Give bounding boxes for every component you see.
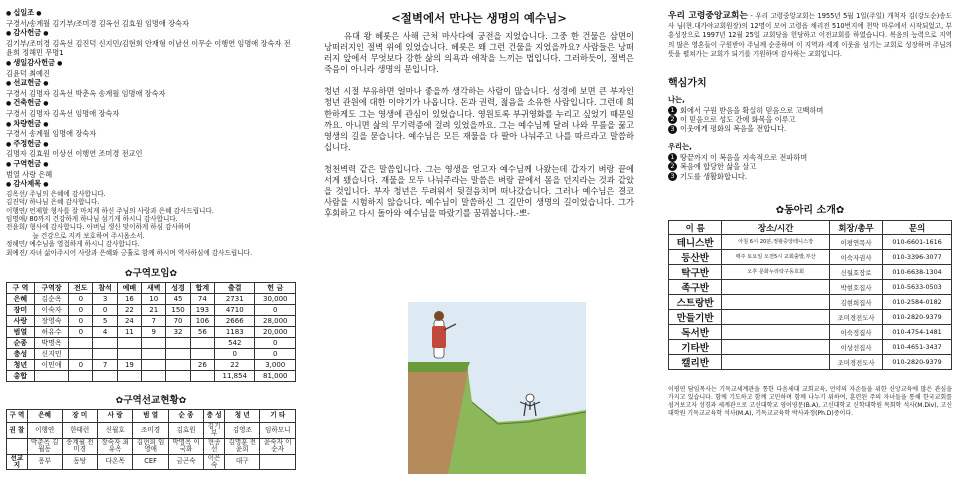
group-table xyxy=(6,282,296,382)
table-header-cell: 구역장 xyxy=(34,282,68,293)
thanks-line: 늘 건강으로 지켜 보호하여 주시옵소서. xyxy=(6,231,145,240)
table-cell xyxy=(190,370,214,381)
core-value-item xyxy=(668,124,952,133)
offering-names: 김기부/조미경 김옥선 김진덕 신지민/김현희 안재형 이남선 이무순 이행연 임명애 장숙자 전윤희 정해민 무명1 xyxy=(6,38,291,58)
table-cell xyxy=(142,348,166,359)
club-cell: 매주 토요일 오전5시 교회출발,부산 xyxy=(722,250,830,265)
table-header-cell: 장 미 xyxy=(62,409,97,422)
table-cell xyxy=(142,370,166,381)
flower-icon: ✿ xyxy=(169,268,178,279)
table-cell: 4710 xyxy=(215,304,255,315)
club-row xyxy=(669,265,952,280)
table-cell: 22 xyxy=(215,359,255,370)
club-cell: 이평연목사 xyxy=(829,235,882,250)
mission-section-title xyxy=(6,392,296,406)
table-row xyxy=(7,359,296,370)
club-cell: 김현희집사 xyxy=(829,295,882,310)
club-header-cell: 장소/시간 xyxy=(722,220,830,234)
table-header-cell: 출결 xyxy=(215,282,255,293)
core-group2-list xyxy=(668,153,952,181)
core-value-text: 이웃에게 평화의 복음을 전합니다. xyxy=(680,124,787,134)
offering-names: 김명자 김효원 이상선 이행연 조미경 전교인 xyxy=(6,149,143,159)
left-column xyxy=(0,0,300,481)
core-value-text: 이 믿음으로 성도 간에 화목을 이루고 xyxy=(680,114,796,124)
core-value-text: 땅끝까지 이 복음을 지속적으로 전파하며 xyxy=(680,152,808,162)
table-cell: 16 xyxy=(117,293,141,304)
table-cell: 3 xyxy=(93,293,117,304)
club-row xyxy=(669,340,952,355)
club-name: 테니스반 xyxy=(669,235,722,250)
core-value-item xyxy=(668,115,952,124)
table-row xyxy=(7,438,296,454)
table-cell xyxy=(34,370,68,381)
offering-names: 범열 사랑 은혜 xyxy=(6,169,53,179)
table-cell: 박명옥 이국화 xyxy=(168,438,203,454)
core-value-item xyxy=(668,106,952,115)
table-cell xyxy=(69,348,93,359)
table-cell: 장숙자 최유옥 xyxy=(97,438,132,454)
table-cell: 총합 xyxy=(7,370,35,381)
table-header-cell: 합계 xyxy=(190,282,214,293)
table-row xyxy=(7,315,296,326)
club-row xyxy=(669,325,952,340)
article-paragraph: 청년 시절 부유하면 얼마나 좋을까 생각하는 사람이 많습니다. 성경에 보면 큰 부자인 청년 관원에 대한 이야기가 나옵니다. 돈과 권력, 젊음을 소유한 사람입니다. 그런데 희한하게도 그는 영생에 관심이 있었습니다. 영원토록 부귀영화를 누리고 싶었기 때문일까요. 아니면 삶의 무기력증에 걸려 있었을까요. 그는 예수님께 달려 나와 무릎을 꿇고 영생의 길을 묻습니다. 예수님은 모든 재물을 다 팔아 나눠주고 나를 따르라고 말씀하십니다. xyxy=(324,86,634,152)
table-cell: 193 xyxy=(190,304,214,315)
club-cell xyxy=(722,355,830,370)
church-name: 우리 고령중앙교회는 xyxy=(668,11,748,21)
club-cell: 010-6601-1616 xyxy=(883,235,952,250)
table-cell: 2731 xyxy=(215,293,255,304)
table-cell: 0 xyxy=(69,304,93,315)
core-value-text: 기도를 생활화합니다. xyxy=(680,171,748,181)
table-cell: 22 xyxy=(117,304,141,315)
core-values-title: 핵심가치 xyxy=(668,77,707,89)
table-cell: 2666 xyxy=(215,315,255,326)
table-cell: 26 xyxy=(190,359,214,370)
table-header-cell: 예배 xyxy=(117,282,141,293)
table-cell xyxy=(142,359,166,370)
table-cell: 김명훈 전윤희 xyxy=(225,438,260,454)
thanks-line: 전윤희/ 형사에 감사합니다. 아버님 생신 맞이하게 하심 감사하며 xyxy=(6,223,191,232)
core-value-item xyxy=(668,172,952,181)
table-cell xyxy=(260,454,296,470)
offering-names: 구경서 김명자 김옥선 임명애 장숙자 xyxy=(6,108,120,118)
clubs-table xyxy=(668,220,952,370)
offering-heading: ● 구역헌금 ● xyxy=(6,159,296,170)
table-cell: 이숙자 xyxy=(34,304,68,315)
number-badge-icon: 3 xyxy=(668,172,677,181)
core-group2-label: 우리는, xyxy=(668,141,692,151)
table-cell: 11,854 xyxy=(215,370,255,381)
table-header-cell: 성경 xyxy=(166,282,190,293)
table-cell: 이민애 xyxy=(34,359,68,370)
club-cell: 010-4754-1481 xyxy=(883,325,952,340)
offering-heading: ● 감사헌금 ● xyxy=(6,28,296,39)
core-group1-list xyxy=(668,106,952,134)
club-cell: 이상선집사 xyxy=(829,340,882,355)
table-header-cell: 순 종 xyxy=(168,409,203,422)
offering-names: 김윤덕 최예진 xyxy=(6,68,50,78)
offering-heading: ● 차량헌금 ● xyxy=(6,119,296,130)
table-cell xyxy=(166,359,190,370)
offering-heading: ● 십일조 ● xyxy=(6,8,296,19)
table-cell: 윤숙자 이순자 xyxy=(260,438,296,454)
club-cell xyxy=(722,325,830,340)
core-value-item xyxy=(668,153,952,162)
table-header-cell: 범 열 xyxy=(133,409,168,422)
table-cell: 3,000 xyxy=(255,359,296,370)
table-cell: 장영숙 xyxy=(34,315,68,326)
club-cell xyxy=(722,310,830,325)
table-header-cell: 기 타 xyxy=(260,409,296,422)
thanks-list xyxy=(6,190,296,257)
table-cell: 한태런 xyxy=(62,422,97,438)
offering-heading: ● 생일감사헌금 ● xyxy=(6,58,296,69)
church-intro xyxy=(668,12,952,60)
table-cell: 9 xyxy=(142,326,166,337)
club-cell: 010-2820-9379 xyxy=(883,355,952,370)
table-cell: 24 xyxy=(117,315,141,326)
table-cell: 충성 xyxy=(7,348,35,359)
table-cell: 542 xyxy=(215,337,255,348)
table-cell: 20,000 xyxy=(255,326,296,337)
offering-heading: ● 감사제목 ● xyxy=(6,179,296,190)
group-title-text: 구역모임 xyxy=(132,267,170,279)
table-header-cell: 충 성 xyxy=(204,409,225,422)
table-cell: 0 xyxy=(69,315,93,326)
table-cell: 10 xyxy=(142,293,166,304)
table-cell: 0 xyxy=(93,304,117,315)
table-header-cell: 구 역 xyxy=(7,282,35,293)
table-cell xyxy=(69,337,93,348)
club-row xyxy=(669,310,952,325)
club-cell: 이숙정집사 xyxy=(829,325,882,340)
clubs-title-text: 동아리 소개 xyxy=(784,204,836,216)
cliff-illustration xyxy=(408,302,586,474)
article-title: <절벽에서 만나는 생명의 예수님> xyxy=(391,11,567,25)
table-header-cell: 새벽 xyxy=(142,282,166,293)
table-cell: 0 xyxy=(69,293,93,304)
flower-icon: ✿ xyxy=(775,204,785,216)
table-cell xyxy=(93,348,117,359)
number-badge-icon: 1 xyxy=(668,153,677,162)
table-header-cell: 은혜 xyxy=(27,409,62,422)
number-badge-icon: 3 xyxy=(668,125,677,134)
table-cell: 은혜 xyxy=(7,293,35,304)
core-group1-label: 나는, xyxy=(668,94,685,104)
core-value-text: 복음에 합당한 삶을 살고 xyxy=(680,162,757,172)
club-name: 족구반 xyxy=(669,280,722,295)
table-cell: 21 xyxy=(142,304,166,315)
table-cell: 81,000 xyxy=(255,370,296,381)
clubs-section-title xyxy=(668,201,952,216)
club-header-cell: 문의 xyxy=(883,220,952,234)
table-cell: CEF xyxy=(133,454,168,470)
table-cell: 0 xyxy=(255,348,296,359)
club-header-cell: 회장/총무 xyxy=(829,220,882,234)
offering-names: 구경서 김명자 김옥선 박춘옥 송계월 임명애 장숙자 xyxy=(6,88,166,98)
table-cell: 장미 xyxy=(7,304,35,315)
table-cell: 김기부 xyxy=(204,422,225,438)
table-cell xyxy=(166,337,190,348)
offerings-list xyxy=(6,8,296,190)
table-cell: 순종 xyxy=(7,337,35,348)
table-cell xyxy=(190,337,214,348)
table-cell: 조미경 xyxy=(133,422,168,438)
table-cell xyxy=(117,337,141,348)
table-cell: 74 xyxy=(190,293,214,304)
table-cell: 7 xyxy=(142,315,166,326)
mission-table xyxy=(6,409,296,470)
thanks-line: 정해민/ 예수님을 영접하게 하시니 감사합니다. xyxy=(6,240,140,249)
table-cell: 김효원 xyxy=(168,422,203,438)
table-cell: 0 xyxy=(69,359,93,370)
club-name: 캘리반 xyxy=(669,355,722,370)
club-row xyxy=(669,280,952,295)
club-cell: 오후 문화누리탁구동호회 xyxy=(722,265,830,280)
club-cell: 이숙자권사 xyxy=(829,250,882,265)
club-cell: 아침 6시 20분,정왕중앙테니스장 xyxy=(722,235,830,250)
table-cell: 다온목 xyxy=(97,454,132,470)
club-name: 스트랑반 xyxy=(669,295,722,310)
table-cell: 김영조 xyxy=(225,422,260,438)
table-cell: 범열 xyxy=(7,326,35,337)
club-cell: 010-2584-0182 xyxy=(883,295,952,310)
table-cell: 30,000 xyxy=(255,293,296,304)
table-cell: 이은숙 xyxy=(204,454,225,470)
table-cell: 사랑 xyxy=(7,315,35,326)
table-row xyxy=(7,348,296,359)
offering-names: 구경서/송계월 김기부/조미경 김옥선 김효원 임명애 장숙자 xyxy=(6,18,189,28)
table-cell: 신지민 xyxy=(34,348,68,359)
club-name: 탁구반 xyxy=(669,265,722,280)
table-header-cell: 청 년 xyxy=(225,409,260,422)
club-name: 만들기반 xyxy=(669,310,722,325)
table-cell: 56 xyxy=(190,326,214,337)
club-row xyxy=(669,295,952,310)
article-column xyxy=(318,0,640,481)
club-cell: 010-4651-3437 xyxy=(883,340,952,355)
table-row xyxy=(7,293,296,304)
table-cell: 이행연 xyxy=(27,422,62,438)
offering-names: 구경서 송계월 임명애 장숙자 xyxy=(6,129,97,139)
table-header-cell: 참석 xyxy=(93,282,117,293)
table-cell: 45 xyxy=(166,293,190,304)
club-name: 독서반 xyxy=(669,325,722,340)
table-cell: 7 xyxy=(93,359,117,370)
thanks-line: 최예진/ 자녀 삶아주시어 사랑과 은혜와 긍휼로 함께 하시며 역사하심에 감사드립니다. xyxy=(6,248,253,257)
club-cell xyxy=(722,295,830,310)
table-cell: 현종선 xyxy=(204,438,225,454)
table-cell: 몽부 xyxy=(27,454,62,470)
flower-icon: ✿ xyxy=(835,204,845,216)
table-header-cell: 구 역 xyxy=(7,409,28,422)
thanks-line: 김옥선/ 주님의 은혜에 감사합니다. xyxy=(6,189,106,198)
table-cell: 권 찰 xyxy=(7,422,28,438)
club-cell: 신월호장로 xyxy=(829,265,882,280)
table-cell: 4 xyxy=(93,326,117,337)
club-cell xyxy=(722,340,830,355)
table-cell: 28,000 xyxy=(255,315,296,326)
club-cell: 박현호집사 xyxy=(829,280,882,295)
table-cell xyxy=(93,370,117,381)
club-header-cell: 이 름 xyxy=(669,220,722,234)
table-row xyxy=(7,337,296,348)
table-cell: 박명옥 xyxy=(34,337,68,348)
core-value-item xyxy=(668,162,952,171)
table-header-cell: 헌 금 xyxy=(255,282,296,293)
club-name: 등산반 xyxy=(669,250,722,265)
table-cell xyxy=(93,337,117,348)
table-cell: 임하모니 xyxy=(260,422,296,438)
club-cell: 조미경전도사 xyxy=(829,355,882,370)
table-cell: 허유수 xyxy=(34,326,68,337)
table-row xyxy=(7,422,296,438)
club-row xyxy=(669,355,952,370)
flower-icon: ✿ xyxy=(115,395,124,406)
table-cell: 동탕 xyxy=(62,454,97,470)
table-cell: 0 xyxy=(215,348,255,359)
table-cell: 대구 xyxy=(225,454,260,470)
thanks-line: 이행연/ 언제할 형사를 잘 마치게 하신 주님의 사랑과 은혜 감사드립니다. xyxy=(6,206,214,215)
table-row xyxy=(7,326,296,337)
club-cell: 조미경전도사 xyxy=(829,310,882,325)
table-header-cell: 전도 xyxy=(69,282,93,293)
table-cell xyxy=(117,370,141,381)
table-cell xyxy=(166,370,190,381)
club-name: 기타반 xyxy=(669,340,722,355)
club-cell: 010-5633-0503 xyxy=(883,280,952,295)
article-paragraph: 청천벽력 같은 말씀입니다. 그는 영생을 얻고자 예수님께 나왔는데 갑자기 벼랑 끝에 서게 됐습니다. 재물을 모두 나눠주라는 말씀은 벼랑 끝에서 몸을 던지라는 것과 같았을 것입니다. 부자 청년은 두려워서 뒷걸음치며 떠나갔습니다. 그러나 예수님은 결코 사람을 시험하지 않습니다. 예수님이 말씀하신 그 길만이 생명의 길이었습니다. 그가 후회하고 다시 돌아와 예수님을 따랐기를 꿈꿔봅니다.-뽀- xyxy=(324,163,634,219)
club-row xyxy=(669,235,952,250)
core-value-text: 회에서 구원 받음을 확실히 믿음으로 고백하며 xyxy=(680,105,824,115)
table-cell xyxy=(7,438,28,454)
table-cell: 금곤숙 xyxy=(168,454,203,470)
table-cell xyxy=(117,348,141,359)
table-cell: 5 xyxy=(93,315,117,326)
club-cell: 010-2820-9379 xyxy=(883,310,952,325)
table-cell: 박춘옥 김월동 xyxy=(27,438,62,454)
church-text: - 우리 고령중앙교회는 1955년 5월 1일(주일) 개척자 김(강도순)송도사 님(현.대가야교회원장)의 12명이 모여 고령읍 채리전 510번지에 천막 마루에서 시작되었고, 부흥성장으로 1997년 12월 25일 교회당을 헌당하고 이전교회를 하였습니다. 복음의 능력으로 지역의 많은 영혼들이 구원받아 주님께 순종하며 이 지역과 세계 이웃을 섬기는 교회로 성장하며 주님의 뜻을 펼쳐가는 교회가 되기를 기원하며 감사하는 교회입니다. xyxy=(668,12,953,58)
thanks-line: 김진덕/ 하나님 은혜 감사합니다. xyxy=(6,198,100,207)
table-cell: 19 xyxy=(117,359,141,370)
table-cell xyxy=(166,348,190,359)
offering-heading: ● 건축헌금 ● xyxy=(6,98,296,109)
flower-icon: ✿ xyxy=(124,268,133,279)
number-badge-icon: 1 xyxy=(668,106,677,115)
table-cell: 11 xyxy=(117,326,141,337)
table-cell: 0 xyxy=(255,337,296,348)
table-cell: 32 xyxy=(166,326,190,337)
table-cell xyxy=(69,370,93,381)
table-cell: 신월호 xyxy=(97,422,132,438)
right-column xyxy=(662,0,960,481)
table-header-cell: 사 랑 xyxy=(97,409,132,422)
table-cell: 150 xyxy=(166,304,190,315)
table-cell: 김순옥 xyxy=(34,293,68,304)
table-cell: 송계월 전미경 xyxy=(62,438,97,454)
group-section-title xyxy=(6,265,296,279)
table-row xyxy=(7,370,296,381)
table-cell: 김현희 임영애 xyxy=(133,438,168,454)
table-cell xyxy=(142,337,166,348)
thanks-line: 임명애/ 80까지 건강하게 하나님 섬기게 하시니 감사합니다. xyxy=(6,214,178,223)
club-cell xyxy=(722,280,830,295)
table-cell: 0 xyxy=(69,326,93,337)
table-cell: 선교지 xyxy=(7,454,28,470)
table-cell: 청년 xyxy=(7,359,35,370)
table-row xyxy=(7,304,296,315)
table-cell xyxy=(190,348,214,359)
table-row xyxy=(7,454,296,470)
club-cell: 010-6638-1304 xyxy=(883,265,952,280)
number-badge-icon: 2 xyxy=(668,162,677,171)
table-cell: 1183 xyxy=(215,326,255,337)
table-cell: 70 xyxy=(166,315,190,326)
article-paragraph: 유대 왕 헤롯은 사해 근처 마사다에 궁전을 지었습니다. 그중 한 건물은 삼면이 낭떠러지인 절벽 위에 있었습니다. 헤롯은 왜 그런 건물을 지었을까요? 사람들은 낭떠러지 앞에서 무엇보다 강한 삶의 의욕과 애착을 느끼는 법입니다. 그러하듯이, 절벽은 죽음이 아니라 생명의 문입니다. xyxy=(324,31,634,75)
mission-title-text: 구역선교현황 xyxy=(123,394,179,406)
offering-heading: ● 선교헌금 ● xyxy=(6,78,296,89)
club-row xyxy=(669,250,952,265)
number-badge-icon: 2 xyxy=(668,115,677,124)
offering-heading: ● 주정헌금 ● xyxy=(6,139,296,150)
pastor-footnote: 이평연 담임목사는 기독교세계관을 통한 다음세대 교회교육, 언약의 자손들을 위한 신앙교육에 많은 관심을 가지고 있습니다. 함께 기도하고 함께 고민하며 함께 나누기 위하여, 훈련된 주의 자녀들을 통해 한국교회를 섬겨보고자 성경과 세계관으로 고신대학교 영어영문(B.A), 고신대학교 신학대학원 목회학 석사(M.Div), 고신대학원 기독교교육학 석사(M.A), 기독교교육학 박사과정(Ph.D)중이다. xyxy=(668,386,952,417)
table-cell: 0 xyxy=(255,304,296,315)
table-cell: 106 xyxy=(190,315,214,326)
club-cell: 010-3396-3077 xyxy=(883,250,952,265)
flower-icon: ✿ xyxy=(178,395,187,406)
